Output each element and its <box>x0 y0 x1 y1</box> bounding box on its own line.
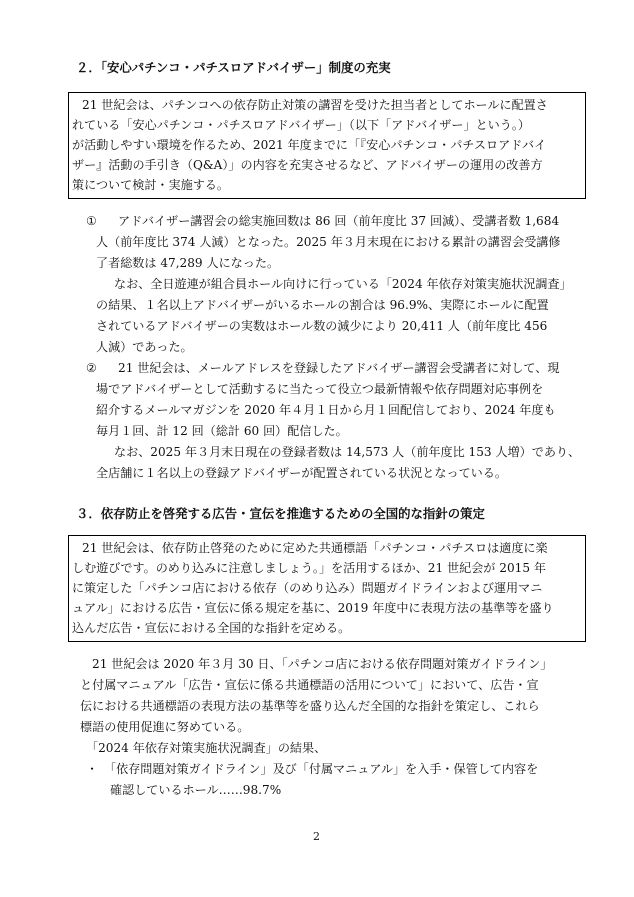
box-line: に策定した「パチンコ店における依存（のめり込み）問題ガイドラインおよび運用マニ <box>72 581 543 595</box>
item-2-marker: ② <box>86 361 97 375</box>
item-1-line: されているアドバイザーの実数はホール数の減少により 20,411 人（前年度比 456 <box>96 319 548 333</box>
box-line: 21 世紀会は、依存防止啓発のために定めた共通標語「パチンコ・パチスロは適度に楽 <box>82 541 548 555</box>
item-2-line: なお、2025 年３月末日現在の登録者数は 14,573 人（前年度比 153 人増）であり、 <box>114 445 581 459</box>
item-2-line: 場でアドバイザーとして活動するに当たって役立つ最新情報や依存問題対応事例を <box>96 382 544 396</box>
page-number: 2 <box>313 830 320 843</box>
item-1-line: 人（前年度比 374 人減）となった。2025 年３月末現在における累計の講習会受講修 <box>96 235 561 249</box>
body-line: 伝における共通標語の表現方法の基準等を盛り込んだ全国的な指針を策定し、これら <box>80 699 540 713</box>
item-1-line: の結果、１名以上アドバイザーがいるホールの割合は 96.9%、実際にホールに配置 <box>96 298 549 312</box>
bullet-line: 確認しているホール……98.7% <box>110 783 282 797</box>
body-line: 「2024 年依存対策実施状況調査」の結果、 <box>86 741 327 755</box>
item-1-line: なお、全日遊連が組合員ホール向けに行っている「2024 年依存対策実施状況調査」 <box>114 277 572 291</box>
body-line: 21 世紀会は 2020 年３月 30 日、「パチンコ店における依存問題対策ガイドライン」 <box>92 657 553 671</box>
body-line: 標語の使用促進に努めている。 <box>80 720 250 734</box>
item-1-line: 人減）であった。 <box>96 340 193 354</box>
item-2-line: 21 世紀会は、メールアドレスを登録したアドバイザー講習会受講者に対して、現 <box>118 361 560 375</box>
item-1-line: 了者総数は 47,289 人になった。 <box>96 256 280 270</box>
box-line: しむ遊びです。のめり込みに注意しましょう。」を活用するほか、21 世紀会が 2015 年 <box>72 561 546 575</box>
section-2-policy-box <box>68 92 586 199</box>
box-line: ュアル」における広告・宣伝に係る規定を基に、2019 年度中に表現方法の基準等を盛り <box>72 601 554 615</box>
item-2-line: 毎月１回、計 12 回（総計 60 回）配信した。 <box>96 424 348 438</box>
box-line: 21 世紀会は、パチンコへの依存防止対策の講習を受けた担当者としてホールに配置さ <box>82 98 548 112</box>
section-2-heading: ２．「安心パチンコ・パチスロアドバイザー」制度の充実 <box>76 60 391 75</box>
item-1-marker: ① <box>86 214 97 228</box>
box-line: が活動しやすい環境を作るため、2021 年度までに「『安心パチンコ・パチスロアドバイ <box>72 138 547 152</box>
box-line: ザー』活動の手引き（Q&A）」の内容を充実させるなど、アドバイザーの運用の改善方 <box>72 158 543 172</box>
bullet-line: 「依存問題対策ガイドライン」及び「付属マニュアル」を入手・保管して内容を <box>104 762 539 776</box>
box-line: れている「安心パチンコ・パチスロアドバイザー」（以下「アドバイザー」という。） <box>72 118 530 132</box>
section-3-heading: ３．依存防止を啓発する広告・宣伝を推進するための全国的な指針の策定 <box>76 506 485 521</box>
item-2-line: 全店舗に１名以上の登録アドバイザーが配置されている状況となっている。 <box>96 466 507 480</box>
bullet-marker: ・ <box>86 762 99 776</box>
item-1-line: アドバイザー講習会の総実施回数は 86 回（前年度比 37 回減）、受講者数 1,684 <box>118 214 560 228</box>
item-2-line: 紹介するメールマガジンを 2020 年４月１日から月１回配信しており、2024 年度も <box>96 403 556 417</box>
box-line: 込んだ広告・宣伝における全国的な指針を定める。 <box>72 621 351 635</box>
section-3-policy-box <box>68 535 586 642</box>
body-line: と付属マニュアル「広告・宣伝に係る共通標語の活用について」において、広告・宣 <box>80 678 539 692</box>
box-line: 策について検討・実施する。 <box>72 178 229 192</box>
